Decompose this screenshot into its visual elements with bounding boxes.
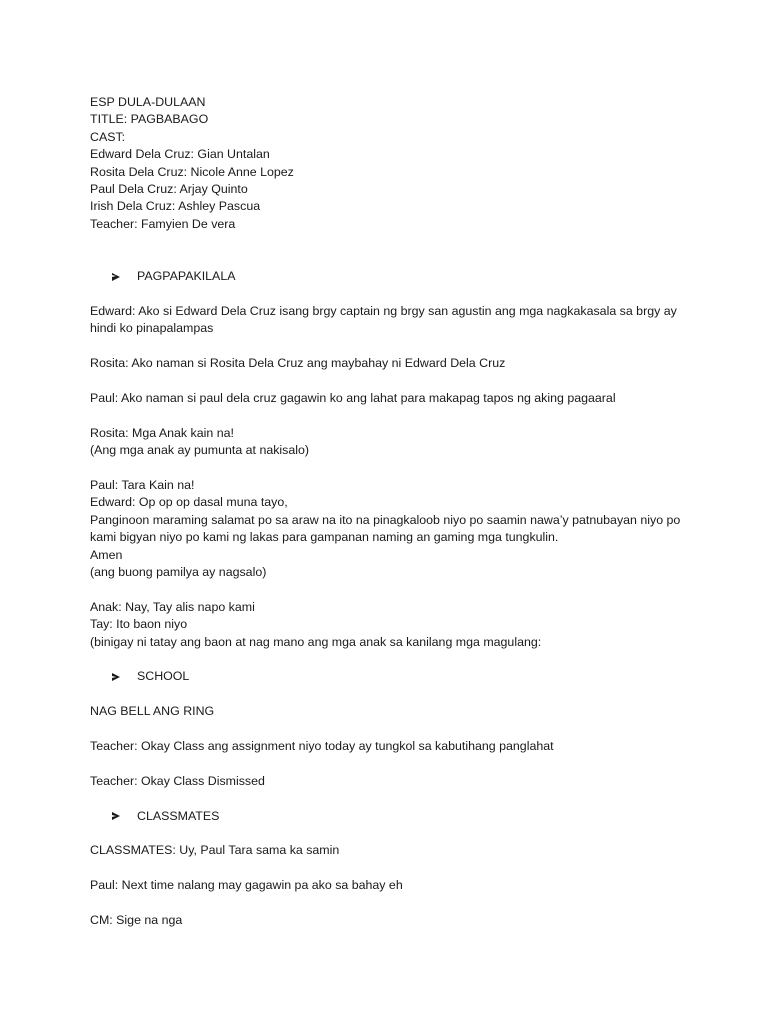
prayer-text: Panginoon maraming salamat po sa araw na ito na pinagkaloob niyo po saamin nawa’y patnubayan niyo po kami bigyan niyo po kami ng lakas para gampanan naming an gaming mga tungkulin. [90, 512, 681, 545]
stage-direction: (Ang mga anak ay pumunta at nakisalo) [90, 443, 310, 458]
stage-direction: (ang buong pamilya ay nagsalo) [90, 565, 267, 580]
stage-direction: (binigay ni tatay ang baon at nag mano ang mga anak sa kanilang mga magulang: [90, 634, 542, 649]
document-page [90, 94, 690, 929]
dialogue-line: Rosita: Mga Anak kain na! [90, 425, 234, 440]
dialogue-line: Teacher: Okay Class ang assignment niyo today ay tungkol sa kabutihang panglahat [90, 739, 554, 754]
scene-note: NAG BELL ANG RING [90, 704, 215, 719]
document-subject: ESP DULA-DULAAN [90, 95, 206, 109]
dialogue-line: Rosita: Ako naman si Rosita Dela Cruz ang maybahay ni Edward Dela Cruz [90, 356, 506, 371]
section-heading-school [112, 668, 690, 685]
dialogue-line: Amen [90, 547, 123, 562]
dialogue-line: Edward: Op op op dasal muna tayo, [90, 495, 288, 510]
dialogue-line: Edward: Ako si Edward Dela Cruz isang brgy captain ng brgy san agustin ang mga nagkakasala sa brgy ay hindi ko pinapalampas [90, 304, 677, 336]
cast-label: CAST: [90, 129, 126, 144]
dialogue-line: Anak: Nay, Tay alis napo kami [90, 599, 255, 614]
arrow-bullet-icon [112, 812, 120, 820]
section-heading-label: PAGPAPAKILALA [137, 269, 236, 284]
cast-item: Irish Dela Cruz: Ashley Pascua [90, 199, 261, 214]
section-heading-label: SCHOOL [137, 669, 190, 684]
dialogue-line: CM: Sige na nga [90, 913, 183, 928]
section-heading-classmates [112, 808, 690, 825]
cast-item: Edward Dela Cruz: Gian Untalan [90, 147, 270, 162]
arrow-bullet-icon [112, 273, 120, 281]
cast-item: Rosita Dela Cruz: Nicole Anne Lopez [90, 164, 294, 179]
dialogue-line: Paul: Next time nalang may gagawin pa ako sa bahay eh [90, 878, 403, 893]
section-heading-label: CLASSMATES [137, 808, 220, 823]
dialogue-line: Paul: Ako naman si paul dela cruz gagawin ko ang lahat para makapag tapos ng aking pagaaral [90, 391, 616, 406]
cast-item: Teacher: Famyien De vera [90, 216, 236, 231]
arrow-bullet-icon [112, 673, 120, 681]
dialogue-line: Paul: Tara Kain na! [90, 478, 195, 493]
section-heading-pagpapakilala [112, 268, 690, 285]
dialogue-line: CLASSMATES: Uy, Paul Tara sama ka samin [90, 843, 340, 858]
cast-item: Paul Dela Cruz: Arjay Quinto [90, 182, 248, 197]
dialogue-line: Tay: Ito baon niyo [90, 617, 188, 632]
dialogue-line: Teacher: Okay Class Dismissed [90, 773, 265, 788]
play-title: TITLE: PAGBABAGO [90, 112, 209, 127]
